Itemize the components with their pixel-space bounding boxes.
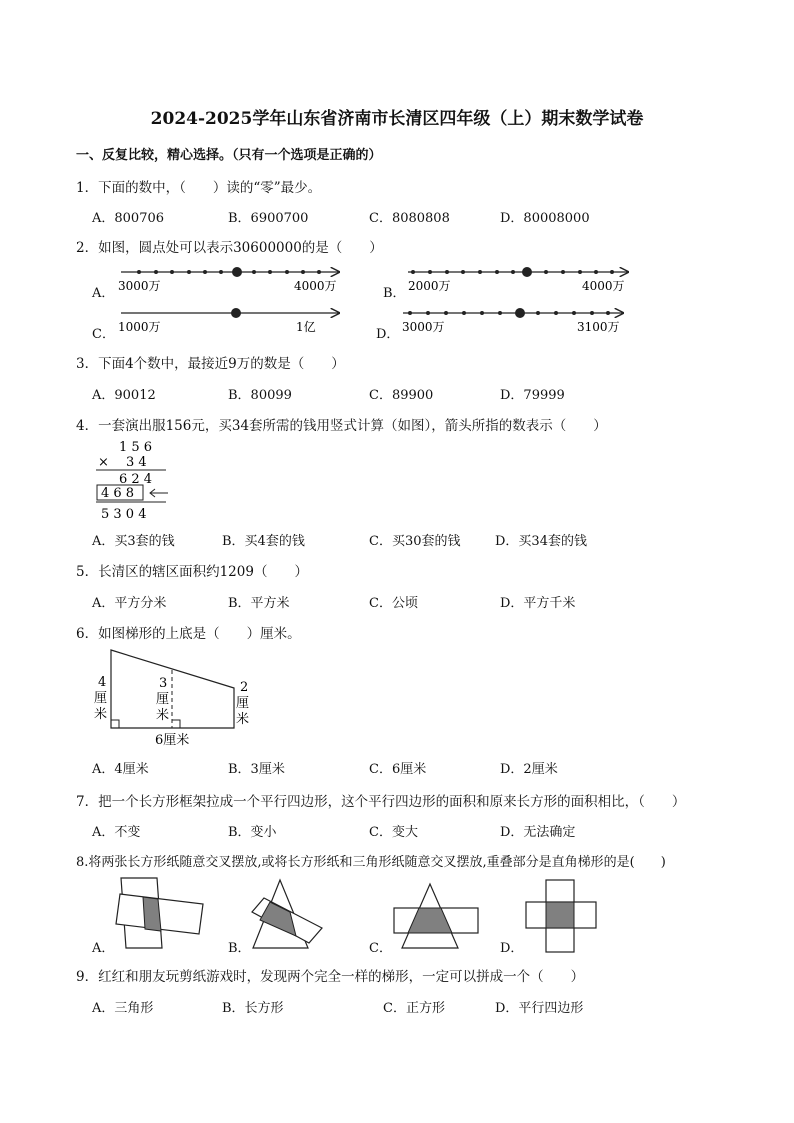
- figure-b: [252, 880, 322, 948]
- number-line-b: [408, 267, 628, 293]
- q5-option-b: B．平方米: [228, 596, 290, 611]
- q4-option-a: A．买3套的钱: [92, 534, 175, 549]
- q3-option-c: C．89900: [369, 388, 434, 403]
- q5-option-d: D．平方千米: [500, 596, 576, 611]
- line-d-left-label: 3000万: [402, 320, 445, 334]
- left-right-angle: [111, 720, 119, 728]
- figure-a: [116, 878, 203, 948]
- q5-option-a: A．平方分米: [92, 596, 167, 611]
- q7-option-d: D．无法确定: [500, 825, 576, 840]
- q3-option-d: D．79999: [500, 388, 565, 403]
- bottom-label: 6厘米: [155, 733, 190, 748]
- line-d-right-label: 3100万: [577, 320, 620, 334]
- question-1: 1．下面的数中，（ ）读的“零”最少。: [76, 180, 322, 196]
- line-c-right-label: 1亿: [296, 320, 316, 334]
- question-3: 3．下面4个数中，最接近9万的数是（ ）: [76, 356, 345, 372]
- figure-d: [526, 880, 596, 952]
- q5-option-c: C．公顷: [369, 596, 418, 611]
- q2-option-d: D．: [376, 327, 400, 342]
- q1-option-c: C．8080808: [369, 211, 450, 226]
- left-label-num: 4: [98, 675, 107, 690]
- q6-option-b: B．3厘米: [228, 762, 285, 777]
- question-9: 9．红红和朋友玩剪纸游戏时，发现两个完全一样的梯形，一定可以拼成一个（ ）: [76, 969, 585, 985]
- trapezoid-figure: [88, 644, 258, 752]
- q6-option-c: C．6厘米: [369, 762, 427, 777]
- q7-option-b: B．变小: [228, 825, 277, 840]
- q1-option-a: A．800706: [92, 211, 165, 226]
- q6-option-a: A．4厘米: [92, 762, 149, 777]
- q6-option-d: D．2厘米: [500, 762, 558, 777]
- line-b-left-label: 2000万: [408, 279, 451, 293]
- question-5: 5．长清区的辖区面积约1209（ ）: [76, 564, 308, 580]
- q7-option-a: A．不变: [92, 825, 141, 840]
- q8-option-a: A．: [92, 941, 115, 956]
- calc-partial-2: 4 6 8: [101, 486, 135, 501]
- q4-option-c: C．买30套的钱: [369, 534, 461, 549]
- question-7: 7．把一个长方形框架拉成一个平行四边形，这个平行四边形的面积和原来长方形的面积相比，（ ）: [76, 794, 686, 810]
- q8-figures: [80, 876, 620, 956]
- q3-option-b: B．80099: [228, 388, 292, 403]
- q3-option-a: A．90012: [92, 388, 156, 403]
- q1-option-b: B．6900700: [228, 211, 309, 226]
- q4-option-b: B．买4套的钱: [222, 534, 305, 549]
- q2-option-a: A．: [92, 286, 115, 301]
- q4-option-d: D．买34套的钱: [495, 534, 587, 549]
- number-line-d: [402, 308, 623, 334]
- page-title: 2024-2025学年山东省济南市长清区四年级（上）期末数学试卷: [150, 109, 644, 129]
- left-label-2: 米: [94, 707, 108, 722]
- mid-right-angle: [172, 720, 180, 728]
- question-6: 6．如图梯形的上底是（ ）厘米。: [76, 626, 301, 642]
- q9-option-b: B．长方形: [222, 1001, 284, 1016]
- q9-option-a: A．三角形: [92, 1001, 154, 1016]
- number-line-c: [118, 308, 339, 334]
- calc-multiplicand: 1 5 6: [119, 440, 153, 455]
- question-8: 8.将两张长方形纸随意交叉摆放,或将长方形纸和三角形纸随意交叉摆放,重叠部分是直角梯形的是( ): [76, 855, 666, 870]
- line-b-right-label: 4000万: [582, 279, 625, 293]
- question-4: 4．一套演出服156元，买34套所需的钱用竖式计算（如图），箭头所指的数表示（ ）: [76, 418, 607, 434]
- q1-option-d: D．80008000: [500, 211, 590, 226]
- q8-option-c: C．: [369, 941, 392, 956]
- right-label-num: 2: [240, 680, 249, 695]
- right-label-1: 厘: [236, 696, 250, 711]
- q2-number-lines: [0, 0, 794, 340]
- vertical-multiplication: [88, 434, 188, 526]
- calc-multiplier: × 3 4: [98, 455, 147, 470]
- number-line-a: [118, 267, 339, 293]
- q7-option-c: C．变大: [369, 825, 418, 840]
- line-a-right-label: 4000万: [294, 279, 337, 293]
- line-a-left-label: 3000万: [118, 279, 161, 293]
- q9-option-d: D．平行四边形: [495, 1001, 584, 1016]
- figure-c: [394, 884, 478, 948]
- q8-option-b: B．: [228, 941, 251, 956]
- q2-option-b: B．: [383, 286, 406, 301]
- mid-label-1: 厘: [156, 692, 170, 707]
- left-label-1: 厘: [94, 691, 108, 706]
- calc-partial-1: 6 2 4: [119, 472, 153, 487]
- mid-label-num: 3: [159, 676, 168, 691]
- calc-product: 5 3 0 4: [101, 507, 147, 522]
- question-2: 2．如图，圆点处可以表示30600000的是（ ）: [76, 240, 383, 256]
- section-heading: 一、反复比较，精心选择。（只有一个选项是正确的）: [76, 148, 382, 163]
- q8-option-d: D．: [500, 941, 524, 956]
- q2-option-c: C．: [92, 327, 115, 342]
- right-label-2: 米: [236, 712, 250, 727]
- mid-label-2: 米: [156, 708, 170, 723]
- line-c-left-label: 1000万: [118, 320, 161, 334]
- q9-option-c: C．正方形: [383, 1001, 445, 1016]
- trapezoid-shape: [111, 650, 234, 728]
